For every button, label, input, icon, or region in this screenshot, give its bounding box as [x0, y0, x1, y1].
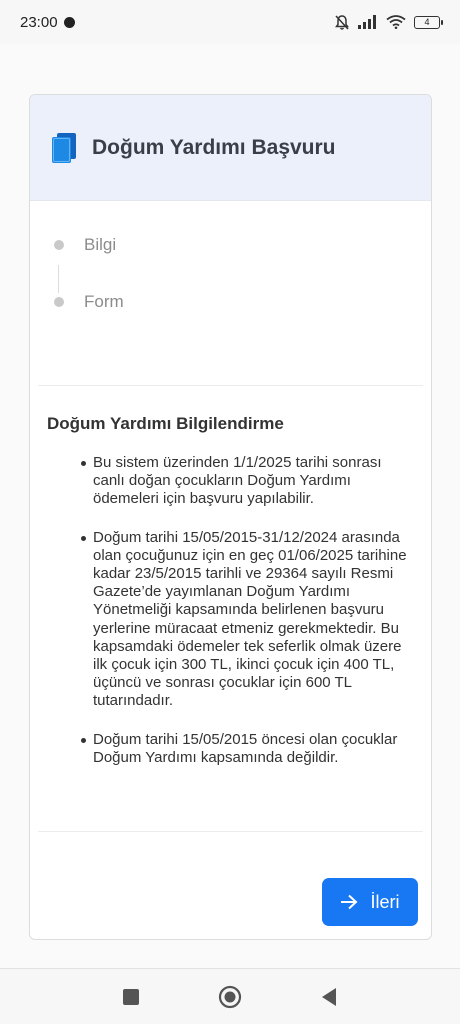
info-item: Bu sistem üzerinden 1/1/2025 tarihi sonrası canlı doğan çocukların Doğum Yardımı ödemeleri için başvuru yapılabilir.	[47, 454, 414, 509]
info-list	[47, 454, 414, 767]
document-icon	[52, 133, 76, 163]
system-nav-bar	[0, 968, 460, 1024]
next-button-label: İleri	[370, 891, 400, 912]
status-icons	[334, 14, 440, 31]
info-section	[30, 386, 431, 831]
step-dot	[54, 297, 64, 307]
home-circle-icon[interactable]	[218, 985, 242, 1009]
step-connector	[58, 265, 59, 293]
divider	[38, 831, 423, 832]
card-header	[30, 95, 431, 201]
step-dot	[54, 240, 64, 250]
info-title: Doğum Yardımı Bilgilendirme	[47, 414, 284, 433]
record-dot-icon	[64, 17, 75, 28]
step-form	[54, 288, 431, 316]
recents-square-icon[interactable]	[122, 988, 140, 1006]
wifi-icon	[386, 15, 406, 29]
step-bilgi	[54, 231, 431, 259]
back-triangle-icon[interactable]	[320, 987, 338, 1007]
info-item: Doğum tarihi 15/05/2015-31/12/2024 arasında olan çocuğunuz için en geç 01/06/2025 tarihine kadar 23/5/2015 tarihli ve 29364 sayılı Resmi Gazete’de yayımlanan Doğum Yardımı Yönetmeliği kapsamında belirlenen başvuru yerlerine müracaat etmeniz gerekmektedir. Bu kapsamdaki ödemeler tek seferlik olmak üzere ilk çocuk için 300 TL, ikinci çocuk için 400 TL, üçüncü ve sonrası çocuklar için 600 TL tutarındadır.	[47, 529, 414, 711]
application-card	[29, 94, 432, 940]
status-bar	[0, 0, 460, 44]
stepper	[30, 201, 431, 385]
mute-bell-icon	[334, 14, 350, 31]
status-time: 23:00	[20, 13, 58, 31]
battery-icon: 4	[414, 16, 440, 29]
step-label: Bilgi	[84, 235, 117, 254]
signal-icon	[358, 15, 378, 29]
step-label: Form	[84, 292, 124, 311]
info-item: Doğum tarihi 15/05/2015 öncesi olan çocuklar Doğum Yardımı kapsamında değildir.	[47, 731, 414, 767]
next-button[interactable]	[322, 878, 418, 926]
page-title: Doğum Yardımı Başvuru	[92, 135, 336, 159]
arrow-right-icon	[340, 894, 358, 910]
